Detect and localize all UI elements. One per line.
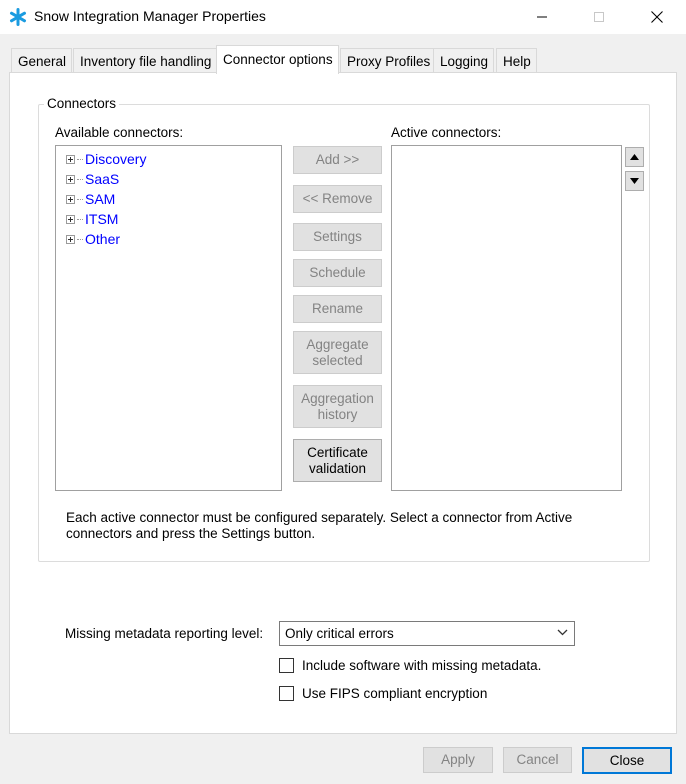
apply-button[interactable]: Apply (423, 747, 493, 773)
fips-encryption-label: Use FIPS compliant encryption (302, 686, 488, 701)
available-connectors-label: Available connectors: (55, 125, 184, 140)
aggregation-history-label-line2: history (317, 406, 358, 422)
tab-logging[interactable]: Logging (433, 48, 494, 72)
schedule-button[interactable]: Schedule (293, 259, 382, 287)
available-connectors-tree[interactable] (55, 145, 282, 491)
tree-item-label: SAM (85, 191, 116, 207)
add-connector-button[interactable]: Add >> (293, 146, 382, 174)
arrow-down-icon (630, 178, 639, 184)
cancel-button[interactable]: Cancel (503, 747, 572, 773)
title-bar[interactable] (0, 0, 686, 34)
certificate-validation-label-line2: validation (308, 460, 367, 476)
remove-connector-button[interactable]: << Remove (293, 185, 382, 213)
tree-item-itsm[interactable] (66, 210, 118, 228)
tree-connector-line (77, 199, 83, 200)
close-button[interactable]: Close (582, 747, 672, 774)
include-missing-metadata-label: Include software with missing metadata. (302, 658, 542, 673)
tree-item-label: ITSM (85, 211, 119, 227)
reporting-level-value: Only critical errors (285, 626, 394, 641)
snowflake-icon (9, 8, 27, 26)
active-connectors-label: Active connectors: (391, 125, 502, 140)
active-connectors-list[interactable] (391, 145, 622, 491)
connectors-group-title: Connectors (44, 96, 119, 111)
tree-item-other[interactable] (66, 230, 120, 248)
settings-button[interactable]: Settings (293, 223, 382, 251)
reporting-level-label: Missing metadata reporting level: (65, 626, 264, 641)
minimize-icon (536, 11, 548, 23)
tree-item-label: Other (85, 231, 121, 247)
include-missing-metadata-row[interactable] (279, 658, 541, 673)
tab-help[interactable]: Help (496, 48, 537, 72)
tree-item-sam[interactable] (66, 190, 115, 208)
window-title: Snow Integration Manager Properties (34, 8, 266, 24)
tree-item-label: Discovery (85, 151, 147, 167)
expand-icon[interactable] (66, 195, 75, 204)
maximize-icon (593, 11, 605, 23)
arrow-up-icon (630, 154, 639, 160)
tree-connector-line (77, 159, 83, 160)
minimize-button[interactable] (519, 0, 565, 34)
rename-button[interactable]: Rename (293, 295, 382, 323)
tab-connector-options[interactable]: Connector options (216, 45, 339, 74)
tab-inventory-file-handling[interactable]: Inventory file handling (73, 48, 217, 72)
move-up-button[interactable] (625, 147, 644, 167)
certificate-validation-button[interactable] (293, 439, 382, 482)
tab-general[interactable]: General (11, 48, 72, 72)
expand-icon[interactable] (66, 155, 75, 164)
tree-connector-line (77, 219, 83, 220)
chevron-down-icon (557, 629, 568, 636)
connector-options-panel (9, 72, 677, 734)
tree-item-discovery[interactable] (66, 150, 146, 168)
reporting-level-select[interactable] (279, 621, 575, 646)
fips-encryption-row[interactable] (279, 686, 487, 701)
tab-proxy-profiles[interactable]: Proxy Profiles (340, 48, 436, 72)
aggregate-selected-button[interactable] (293, 331, 382, 374)
fips-encryption-checkbox[interactable] (279, 686, 294, 701)
aggregation-history-label-line1: Aggregation (301, 390, 374, 406)
include-missing-metadata-checkbox[interactable] (279, 658, 294, 673)
connector-note: Each active connector must be configured separately. Select a connector from Active connectors and press the Settings button. (66, 510, 573, 541)
aggregation-history-button[interactable] (293, 385, 382, 428)
close-window-button[interactable] (634, 0, 680, 34)
move-down-button[interactable] (625, 171, 644, 191)
expand-icon[interactable] (66, 175, 75, 184)
tree-connector-line (77, 239, 83, 240)
maximize-button[interactable] (576, 0, 622, 34)
tree-connector-line (77, 179, 83, 180)
expand-icon[interactable] (66, 215, 75, 224)
tree-item-saas[interactable] (66, 170, 119, 188)
close-icon (650, 10, 664, 24)
certificate-validation-label-line1: Certificate (307, 444, 368, 460)
expand-icon[interactable] (66, 235, 75, 244)
aggregate-selected-label-line1: Aggregate (306, 336, 369, 352)
aggregate-selected-label-line2: selected (312, 352, 363, 368)
tree-item-label: SaaS (85, 171, 120, 187)
